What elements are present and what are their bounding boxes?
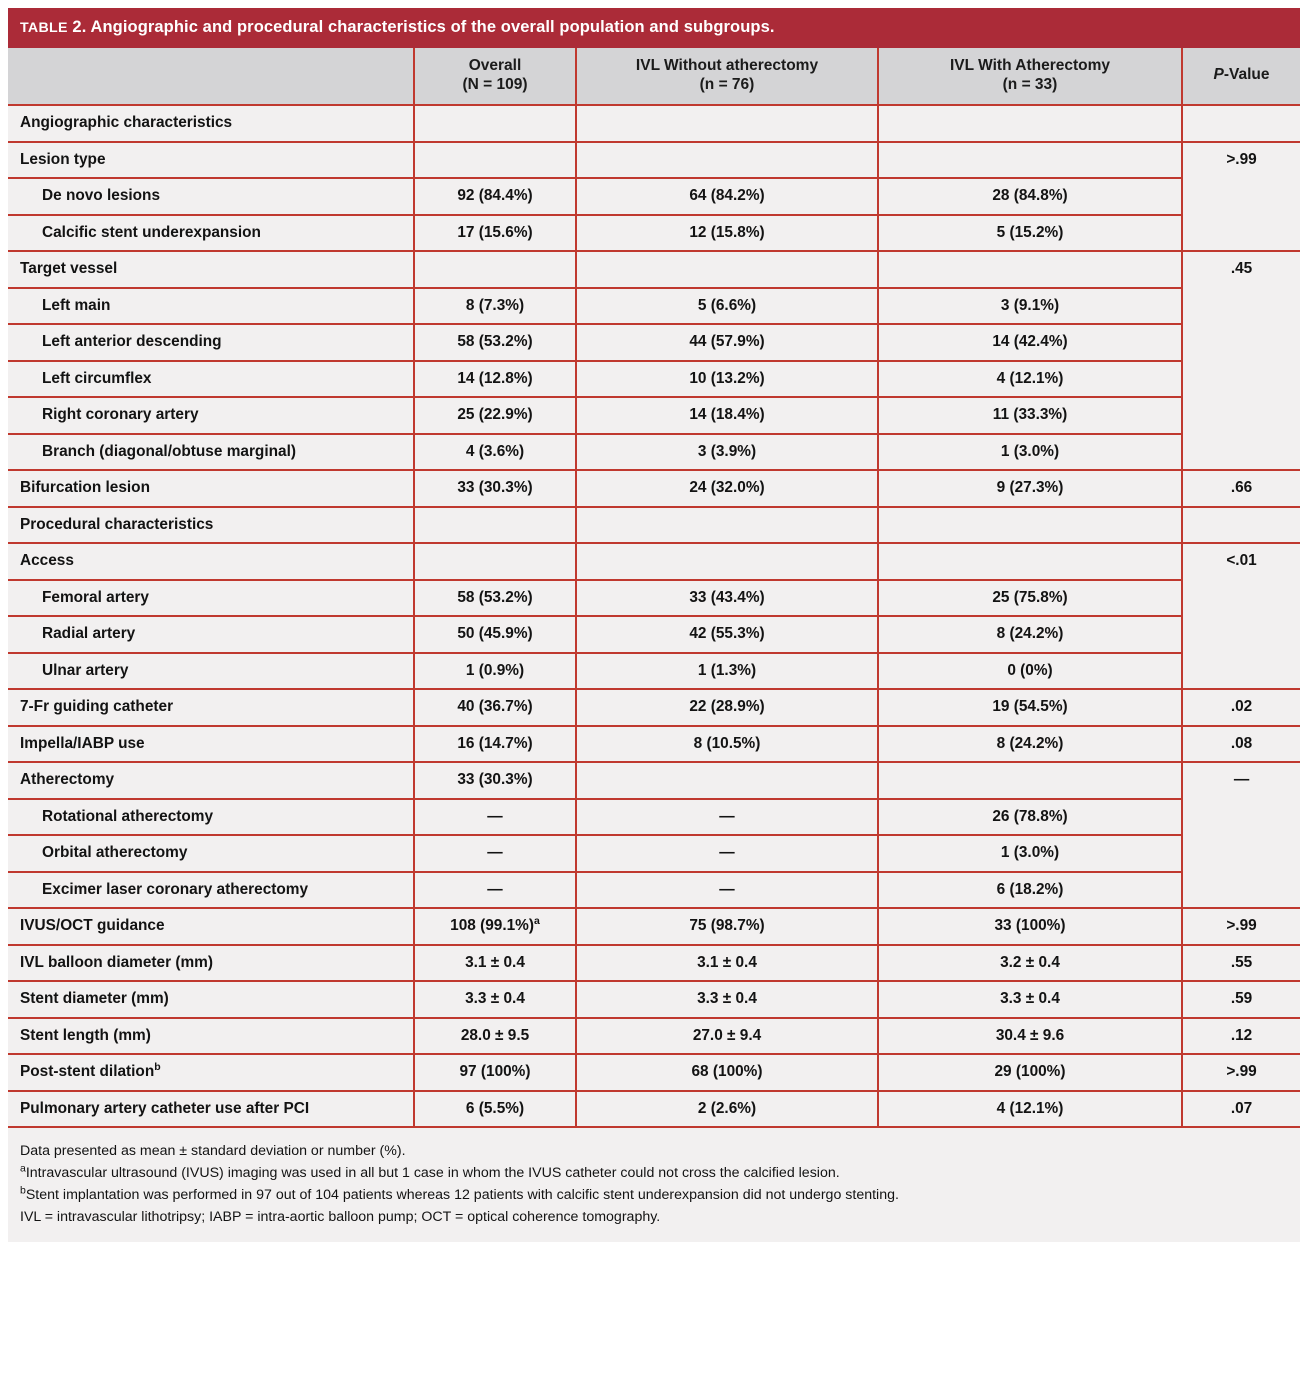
cell-with-atherectomy: 5 (15.2%)	[878, 215, 1182, 251]
cell-without-atherectomy: 42 (55.3%)	[576, 616, 878, 652]
cell-overall	[414, 142, 576, 178]
row-label: Right coronary artery	[8, 397, 414, 433]
row-label: Excimer laser coronary atherectomy	[8, 872, 414, 908]
table-body	[8, 105, 1300, 1126]
row-label: Pulmonary artery catheter use after PCI	[8, 1091, 414, 1126]
column-header-with-line1: IVL With Atherectomy	[949, 56, 1111, 74]
cell-without-atherectomy	[576, 507, 878, 543]
cell-overall: 8 (7.3%)	[414, 288, 576, 324]
cell-pvalue: .12	[1182, 1018, 1300, 1054]
cell-overall: —	[414, 872, 576, 908]
table-row	[8, 908, 1300, 944]
table-row	[8, 361, 1300, 397]
row-label: Angiographic characteristics	[8, 105, 414, 141]
cell-without-atherectomy: 10 (13.2%)	[576, 361, 878, 397]
footnote-line: $^a$Intravascular ultrasound (IVUS) imaging was used in all but 1 case in whom the IVUS catheter could not cross the calcified lesion.	[20, 1162, 840, 1181]
cell-pvalue	[1182, 105, 1300, 141]
table-row	[8, 1091, 1300, 1126]
row-label: Left anterior descending	[8, 324, 414, 360]
cell-with-atherectomy: 1 (3.0%)	[878, 434, 1182, 470]
table-row	[8, 726, 1300, 762]
cell-overall: 33 (30.3%)	[414, 470, 576, 506]
cell-pvalue: .45	[1182, 251, 1300, 470]
cell-pvalue: .02	[1182, 689, 1300, 725]
cell-pvalue: —	[1182, 762, 1300, 908]
table-row	[8, 945, 1300, 981]
cell-overall: 58 (53.2%)	[414, 324, 576, 360]
row-label: De novo lesions	[8, 178, 414, 214]
cell-without-atherectomy	[576, 762, 878, 798]
column-header-row	[8, 48, 1300, 106]
cell-pvalue: .08	[1182, 726, 1300, 762]
cell-without-atherectomy: 22 (28.9%)	[576, 689, 878, 725]
table-row	[8, 616, 1300, 652]
row-label: IVUS/OCT guidance	[8, 908, 414, 944]
cell-pvalue: .66	[1182, 470, 1300, 506]
cell-without-atherectomy: 27.0 ± 9.4	[576, 1018, 878, 1054]
cell-pvalue: .59	[1182, 981, 1300, 1017]
column-header-overall-line2: (N = 109)	[462, 75, 528, 93]
cell-without-atherectomy: 12 (15.8%)	[576, 215, 878, 251]
cell-with-atherectomy: 3.2 ± 0.4	[878, 945, 1182, 981]
cell-overall: 108 $(99.1\%)^a$	[414, 908, 576, 944]
row-label: Stent length (mm)	[8, 1018, 414, 1054]
row-label: Post-stent dilation$^b$	[8, 1054, 414, 1090]
cell-with-atherectomy: 33 (100%)	[878, 908, 1182, 944]
column-header-without-line1: IVL Without atherectomy	[635, 56, 819, 74]
row-label: Bifurcation lesion	[8, 470, 414, 506]
footnote-marker: b	[20, 1184, 26, 1197]
cell-overall: 6 (5.5%)	[414, 1091, 576, 1126]
footnote-line: IVL = intravascular lithotripsy; IABP = intra-aortic balloon pump; OCT = optical coherence tomography.	[20, 1208, 661, 1225]
column-header-overall	[414, 48, 576, 106]
row-label: Rotational atherectomy	[8, 799, 414, 835]
cell-without-atherectomy: 3.1 ± 0.4	[576, 945, 878, 981]
column-header-overall-line1: Overall	[468, 56, 522, 74]
cell-with-atherectomy: 6 (18.2%)	[878, 872, 1182, 908]
cell-with-atherectomy: 8 (24.2%)	[878, 726, 1182, 762]
cell-without-atherectomy: 64 (84.2%)	[576, 178, 878, 214]
cell-pvalue: .07	[1182, 1091, 1300, 1126]
cell-without-atherectomy: 14 (18.4%)	[576, 397, 878, 433]
cell-without-atherectomy: 44 (57.9%)	[576, 324, 878, 360]
cell-with-atherectomy: 26 (78.8%)	[878, 799, 1182, 835]
row-label: Impella/IABP use	[8, 726, 414, 762]
column-header-without-atherectomy	[576, 48, 878, 106]
row-label: Calcific stent underexpansion	[8, 215, 414, 251]
table-row	[8, 981, 1300, 1017]
cell-without-atherectomy: 24 (32.0%)	[576, 470, 878, 506]
cell-with-atherectomy	[878, 105, 1182, 141]
cell-with-atherectomy	[878, 543, 1182, 579]
cell-overall	[414, 543, 576, 579]
row-label: Branch (diagonal/obtuse marginal)	[8, 434, 414, 470]
table-row	[8, 762, 1300, 798]
footnote-marker: b	[154, 1060, 161, 1073]
cell-overall: 17 (15.6%)	[414, 215, 576, 251]
cell-without-atherectomy	[576, 105, 878, 141]
cell-with-atherectomy: 0 (0%)	[878, 653, 1182, 689]
table-row	[8, 470, 1300, 506]
cell-overall: 3.3 ± 0.4	[414, 981, 576, 1017]
table-row	[8, 1018, 1300, 1054]
table-row	[8, 507, 1300, 543]
cell-with-atherectomy	[878, 142, 1182, 178]
row-label: Stent diameter (mm)	[8, 981, 414, 1017]
footnote-marker: a	[20, 1162, 26, 1175]
cell-pvalue: .55	[1182, 945, 1300, 981]
table-row	[8, 689, 1300, 725]
table-row	[8, 397, 1300, 433]
table-title-rest: 2. Angiographic and procedural characteristics of the overall population and subgroups.	[72, 18, 775, 36]
cell-with-atherectomy: 19 (54.5%)	[878, 689, 1182, 725]
cell-overall: 4 (3.6%)	[414, 434, 576, 470]
table-row	[8, 251, 1300, 287]
table-footnotes	[8, 1126, 1300, 1242]
cell-without-atherectomy	[576, 543, 878, 579]
cell-without-atherectomy: 5 (6.6%)	[576, 288, 878, 324]
row-label: Access	[8, 543, 414, 579]
cell-without-atherectomy: 2 (2.6%)	[576, 1091, 878, 1126]
table-title-row	[8, 8, 1300, 48]
cell-without-atherectomy: 68 (100%)	[576, 1054, 878, 1090]
cell-pvalue: >.99	[1182, 1054, 1300, 1090]
table-row	[8, 178, 1300, 214]
cell-without-atherectomy: 33 (43.4%)	[576, 580, 878, 616]
cell-with-atherectomy: 8 (24.2%)	[878, 616, 1182, 652]
table-row	[8, 653, 1300, 689]
table-title-prefix: TABLE	[20, 20, 68, 36]
column-header-blank	[8, 48, 414, 106]
cell-overall: 97 (100%)	[414, 1054, 576, 1090]
table-title-cell	[8, 8, 1300, 48]
cell-without-atherectomy	[576, 142, 878, 178]
cell-overall: 16 (14.7%)	[414, 726, 576, 762]
table-row	[8, 105, 1300, 141]
cell-pvalue	[1182, 507, 1300, 543]
cell-overall: 58 (53.2%)	[414, 580, 576, 616]
cell-with-atherectomy: 4 (12.1%)	[878, 361, 1182, 397]
cell-with-atherectomy: 3 (9.1%)	[878, 288, 1182, 324]
cell-overall: 14 (12.8%)	[414, 361, 576, 397]
footnote-line: $^b$Stent implantation was performed in 97 out of 104 patients whereas 12 patients with calcific stent underexpansion did not undergo stenting.	[20, 1184, 899, 1203]
row-label: IVL balloon diameter (mm)	[8, 945, 414, 981]
row-label: Target vessel	[8, 251, 414, 287]
column-header-with-line2: (n = 33)	[1002, 75, 1058, 93]
row-label: Left circumflex	[8, 361, 414, 397]
cell-with-atherectomy	[878, 507, 1182, 543]
cell-with-atherectomy	[878, 762, 1182, 798]
table-row	[8, 543, 1300, 579]
row-label: Ulnar artery	[8, 653, 414, 689]
cell-without-atherectomy: —	[576, 835, 878, 871]
cell-with-atherectomy: 3.3 ± 0.4	[878, 981, 1182, 1017]
cell-pvalue: >.99	[1182, 142, 1300, 251]
row-label: Orbital atherectomy	[8, 835, 414, 871]
cell-with-atherectomy: 25 (75.8%)	[878, 580, 1182, 616]
cell-overall: 92 (84.4%)	[414, 178, 576, 214]
cell-overall: 1 (0.9%)	[414, 653, 576, 689]
cell-with-atherectomy: 28 (84.8%)	[878, 178, 1182, 214]
table-row	[8, 872, 1300, 908]
row-label: Left main	[8, 288, 414, 324]
table-row	[8, 835, 1300, 871]
row-label: Femoral artery	[8, 580, 414, 616]
cell-without-atherectomy: 8 (10.5%)	[576, 726, 878, 762]
cell-without-atherectomy: 3.3 ± 0.4	[576, 981, 878, 1017]
table-row	[8, 799, 1300, 835]
table-row	[8, 142, 1300, 178]
cell-pvalue: <.01	[1182, 543, 1300, 689]
cell-overall: 33 (30.3%)	[414, 762, 576, 798]
cell-overall: 28.0 ± 9.5	[414, 1018, 576, 1054]
cell-without-atherectomy: 1 (1.3%)	[576, 653, 878, 689]
footnote-line: Data presented as mean ± standard deviation or number (%).	[20, 1142, 406, 1159]
row-label: Procedural characteristics	[8, 507, 414, 543]
cell-with-atherectomy: 4 (12.1%)	[878, 1091, 1182, 1126]
cell-overall: 3.1 ± 0.4	[414, 945, 576, 981]
characteristics-table	[8, 8, 1300, 1126]
cell-with-atherectomy: 30.4 ± 9.6	[878, 1018, 1182, 1054]
table-row	[8, 288, 1300, 324]
column-header-pvalue-rest: -Value	[1223, 66, 1270, 84]
cell-with-atherectomy: 14 (42.4%)	[878, 324, 1182, 360]
table-row	[8, 434, 1300, 470]
cell-pvalue: >.99	[1182, 908, 1300, 944]
cell-with-atherectomy: 1 (3.0%)	[878, 835, 1182, 871]
row-label: 7-Fr guiding catheter	[8, 689, 414, 725]
cell-overall: 40 (36.7%)	[414, 689, 576, 725]
cell-with-atherectomy	[878, 251, 1182, 287]
column-header-pvalue	[1182, 48, 1300, 106]
cell-without-atherectomy: —	[576, 799, 878, 835]
footnote-marker: a	[534, 914, 540, 927]
column-header-with-atherectomy	[878, 48, 1182, 106]
cell-overall	[414, 105, 576, 141]
table-row	[8, 324, 1300, 360]
column-header-without-line2: (n = 76)	[699, 75, 755, 93]
cell-overall: 25 (22.9%)	[414, 397, 576, 433]
cell-overall: —	[414, 799, 576, 835]
column-header-pvalue-italic: P	[1213, 66, 1224, 84]
table-row	[8, 1054, 1300, 1090]
cell-with-atherectomy: 11 (33.3%)	[878, 397, 1182, 433]
cell-without-atherectomy: 75 (98.7%)	[576, 908, 878, 944]
cell-with-atherectomy: 29 (100%)	[878, 1054, 1182, 1090]
row-label: Radial artery	[8, 616, 414, 652]
cell-with-atherectomy: 9 (27.3%)	[878, 470, 1182, 506]
cell-overall	[414, 251, 576, 287]
cell-overall: —	[414, 835, 576, 871]
cell-without-atherectomy	[576, 251, 878, 287]
row-label: Lesion type	[8, 142, 414, 178]
cell-without-atherectomy: —	[576, 872, 878, 908]
cell-overall: 50 (45.9%)	[414, 616, 576, 652]
table-title	[20, 18, 1288, 37]
table-row	[8, 215, 1300, 251]
cell-overall	[414, 507, 576, 543]
table-row	[8, 580, 1300, 616]
cell-without-atherectomy: 3 (3.9%)	[576, 434, 878, 470]
row-label: Atherectomy	[8, 762, 414, 798]
